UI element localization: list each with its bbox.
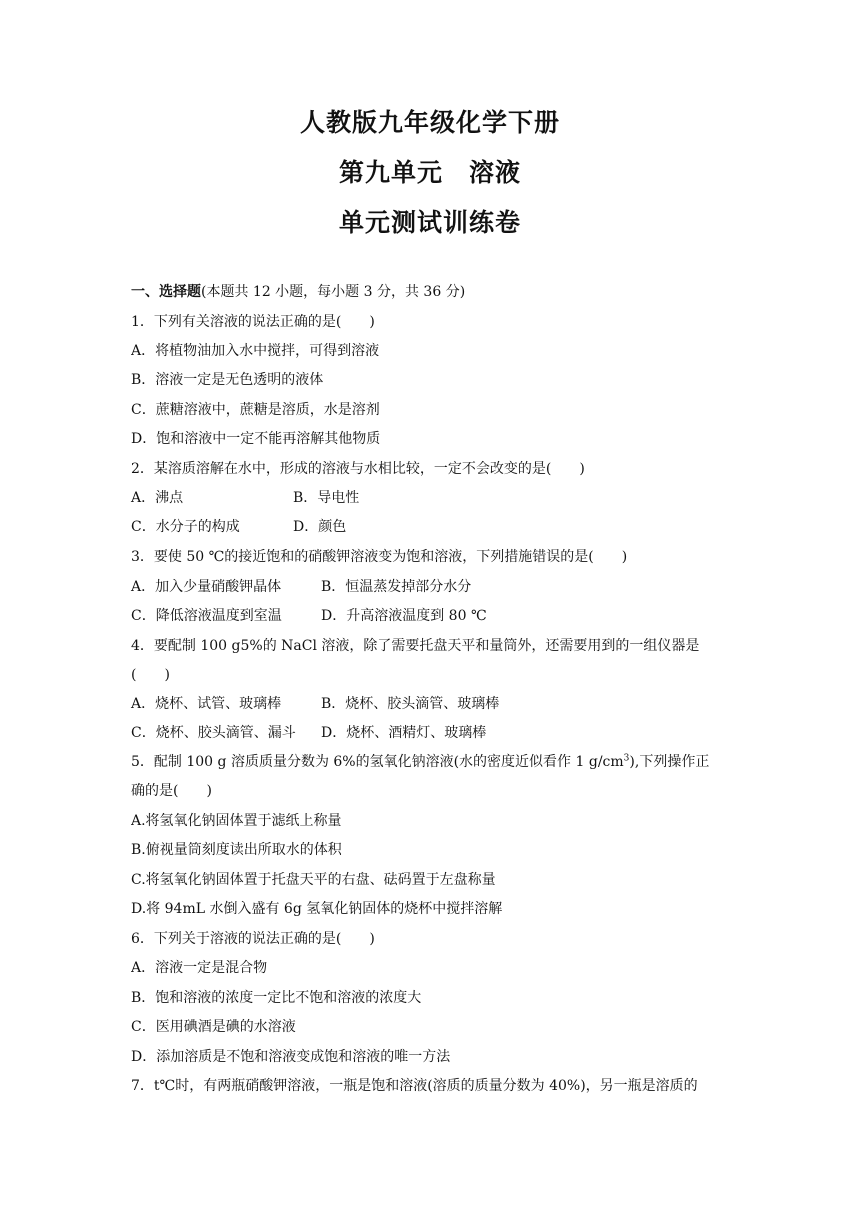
question-3-options-row-1 (131, 577, 737, 597)
section-heading-label: 一、选择题 (131, 284, 201, 300)
question-2-stem: 2．某溶质溶解在水中，形成的溶液与水相比较，一定不会改变的是( ) (131, 461, 585, 477)
question-2-option-b: B．导电性 (293, 490, 360, 506)
section-heading (131, 282, 737, 302)
question-5-stem-tail: ),下列操作正 (629, 754, 710, 770)
question-3-stem: 3．要使 50 ℃的接近饱和的硝酸钾溶液变为饱和溶液，下列措施错误的是( ) (131, 549, 628, 565)
question-5-stem-continued: 确的是( ) (131, 783, 212, 799)
question-4-stem-continued: ( ) (131, 667, 170, 683)
question-6-option-b: B．饱和溶液的浓度一定比不饱和溶液的浓度大 (131, 990, 422, 1006)
question-4-option-d: D．烧杯、酒精灯、玻璃棒 (321, 725, 487, 741)
question-4-options-row-2 (131, 723, 737, 743)
doc-title: 人教版九年级化学下册 (299, 108, 560, 137)
question-5-option-b: B.俯视量筒刻度读出所取水的体积 (131, 842, 342, 858)
question-1-option-d: D．饱和溶液中一定不能再溶解其他物质 (131, 431, 381, 447)
question-1-option-c: C．蔗糖溶液中，蔗糖是溶质，水是溶剂 (131, 402, 380, 418)
question-5-option-d: D.将 94mL 水倒入盛有 6g 氢氧化钠固体的烧杯中搅拌溶解 (131, 901, 503, 917)
doc-subtitle: 单元测试训练卷 (338, 208, 521, 237)
question-6-stem: 6．下列关于溶液的说法正确的是( ) (131, 931, 375, 947)
question-5-stem (131, 752, 737, 772)
question-3-option-d: D．升高溶液温度到 80 ℃ (321, 608, 487, 624)
question-3-option-b: B．恒温蒸发掉部分水分 (321, 579, 472, 595)
question-4-options-row-1 (131, 694, 737, 714)
question-6-option-c: C．医用碘酒是碘的水溶液 (131, 1019, 296, 1035)
question-2-option-a: A．沸点 (131, 490, 184, 506)
question-5-stem-superscript: 3 (623, 753, 630, 764)
doc-unit-title: 第九单元 溶液 (338, 158, 521, 187)
question-4-stem: 4．要配制 100 g5%的 NaCl 溶液，除了需要托盘天平和量筒外，还需要用到的一组仪器是 (131, 638, 700, 654)
question-5-option-a: A.将氢氧化钠固体置于滤纸上称量 (131, 813, 342, 829)
question-5-stem-text: 5．配制 100 g 溶质质量分数为 6%的氢氧化钠溶液(水的密度近似看作 1 g/cm (131, 754, 624, 770)
question-2-options-row-2 (131, 517, 737, 537)
question-2-option-c: C．水分子的构成 (131, 519, 240, 535)
question-1-option-a: A．将植物油加入水中搅拌，可得到溶液 (131, 343, 380, 359)
question-4-option-b: B．烧杯、胶头滴管、玻璃棒 (321, 696, 500, 712)
question-1-stem: 1．下列有关溶液的说法正确的是( ) (131, 314, 375, 330)
question-4-option-a: A．烧杯、试管、玻璃棒 (131, 696, 282, 712)
section-heading-note: (本题共 12 小题，每小题 3 分，共 36 分) (201, 284, 466, 300)
question-4-option-c: C．烧杯、胶头滴管、漏斗 (131, 725, 296, 741)
question-6-option-d: D．添加溶质是不饱和溶液变成饱和溶液的唯一方法 (131, 1049, 451, 1065)
question-5-option-c: C.将氢氧化钠固体置于托盘天平的右盘、砝码置于左盘称量 (131, 872, 496, 888)
question-3-option-a: A．加入少量硝酸钾晶体 (131, 579, 282, 595)
question-2-option-d: D．颜色 (293, 519, 347, 535)
question-3-options-row-2 (131, 606, 737, 626)
question-3-option-c: C．降低溶液温度到室温 (131, 608, 282, 624)
question-2-options-row-1 (131, 488, 737, 508)
question-1-option-b: B．溶液一定是无色透明的液体 (131, 372, 324, 388)
question-6-option-a: A．溶液一定是混合物 (131, 960, 268, 976)
question-7-stem: 7．t℃时，有两瓶硝酸钾溶液，一瓶是饱和溶液(溶质的质量分数为 40%)，另一瓶是溶质的 (131, 1078, 698, 1094)
